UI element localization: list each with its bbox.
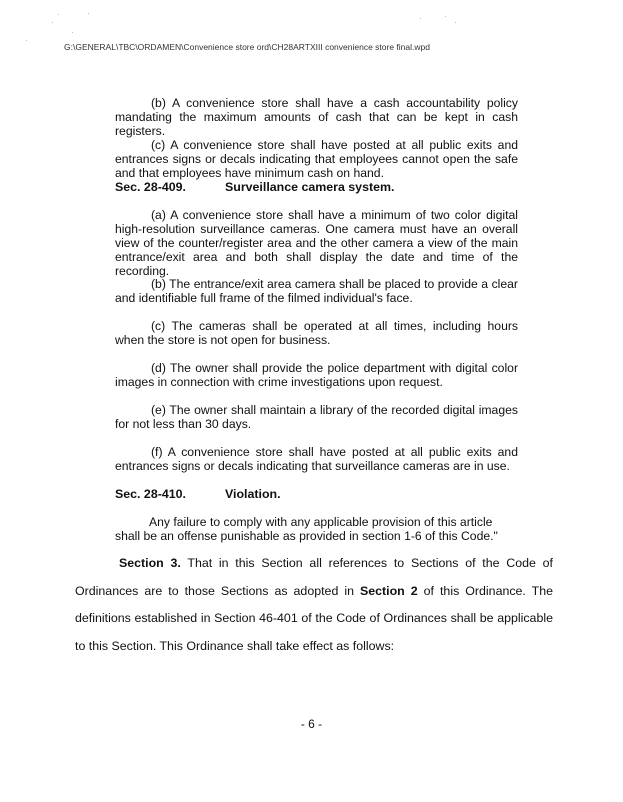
- paragraph-police-images: (d) The owner shall provide the police department with digital color images in connection with crime investigations upon request.: [115, 361, 518, 389]
- paragraph-camera-minimum: (a) A convenience store shall have a minimum of two color digital high-resolution surveillance cameras. One camera must have an overall view of the counter/register area and the other camera a view of the main entrance/exit area and both shall display the date and time of the recording.: [115, 208, 518, 278]
- section-heading-28-409: [115, 180, 394, 194]
- paragraph-violation: Any failure to comply with any applicable provision of this article shall be an offense punishable as provided in section 1-6 of this Code.": [115, 515, 498, 543]
- file-path-header: G:\GENERAL\TBC\ORDAMEN\Convenience store ord\CH28ARTXIII convenience store final.wpd: [64, 42, 430, 52]
- paragraph-entrance-camera: (b) The entrance/exit area camera shall be placed to provide a clear and identifiable full frame of the filmed individual's face.: [115, 277, 518, 305]
- paragraph-cash-policy: (b) A convenience store shall have a cash accountability policy mandating the maximum amounts of cash that can be kept in cash registers.: [115, 96, 518, 138]
- paragraph-section-3: Section 3. That in this Section all references to Sections of the Code of Ordinances are to those Sections as adopted in Section 2 of this Ordinance. The definitions established in Section 46-401 of the Code of Ordinances shall be applicable to this Section. This Ordinance shall take effect as follows:: [75, 556, 554, 654]
- section-2-reference: Section 2: [359, 583, 418, 598]
- page-number: - 6 -: [300, 717, 323, 731]
- scan-speck: [58, 14, 59, 15]
- section-3-label: Section 3.: [119, 556, 181, 570]
- section-heading-28-410: [115, 487, 281, 501]
- scan-speck: [455, 22, 456, 23]
- paragraph-camera-operation: (c) The cameras shall be operated at all times, including hours when the store is not open for business.: [115, 319, 518, 347]
- section-title: Violation.: [225, 487, 281, 501]
- section-number: Sec. 28-410.: [115, 487, 186, 501]
- scan-speck: [72, 32, 73, 33]
- paragraph-posted-signs-safe: (c) A convenience store shall have posted at all public exits and entrances signs or decals indicating that employees cannot open the safe and that employees have minimum cash on hand.: [115, 138, 518, 180]
- section-number: Sec. 28-409.: [115, 180, 186, 194]
- scan-speck: [52, 22, 53, 23]
- scan-speck: [445, 16, 446, 17]
- scan-speck: [88, 13, 89, 14]
- section-title: Surveillance camera system.: [225, 180, 395, 194]
- scan-speck: [420, 18, 421, 19]
- paragraph-image-library: (e) The owner shall maintain a library of the recorded digital images for not less than 30 days.: [115, 403, 518, 431]
- scan-speck: [26, 40, 27, 41]
- paragraph-camera-signs: (f) A convenience store shall have posted at all public exits and entrances signs or decals indicating that surveillance cameras are in use.: [115, 445, 518, 473]
